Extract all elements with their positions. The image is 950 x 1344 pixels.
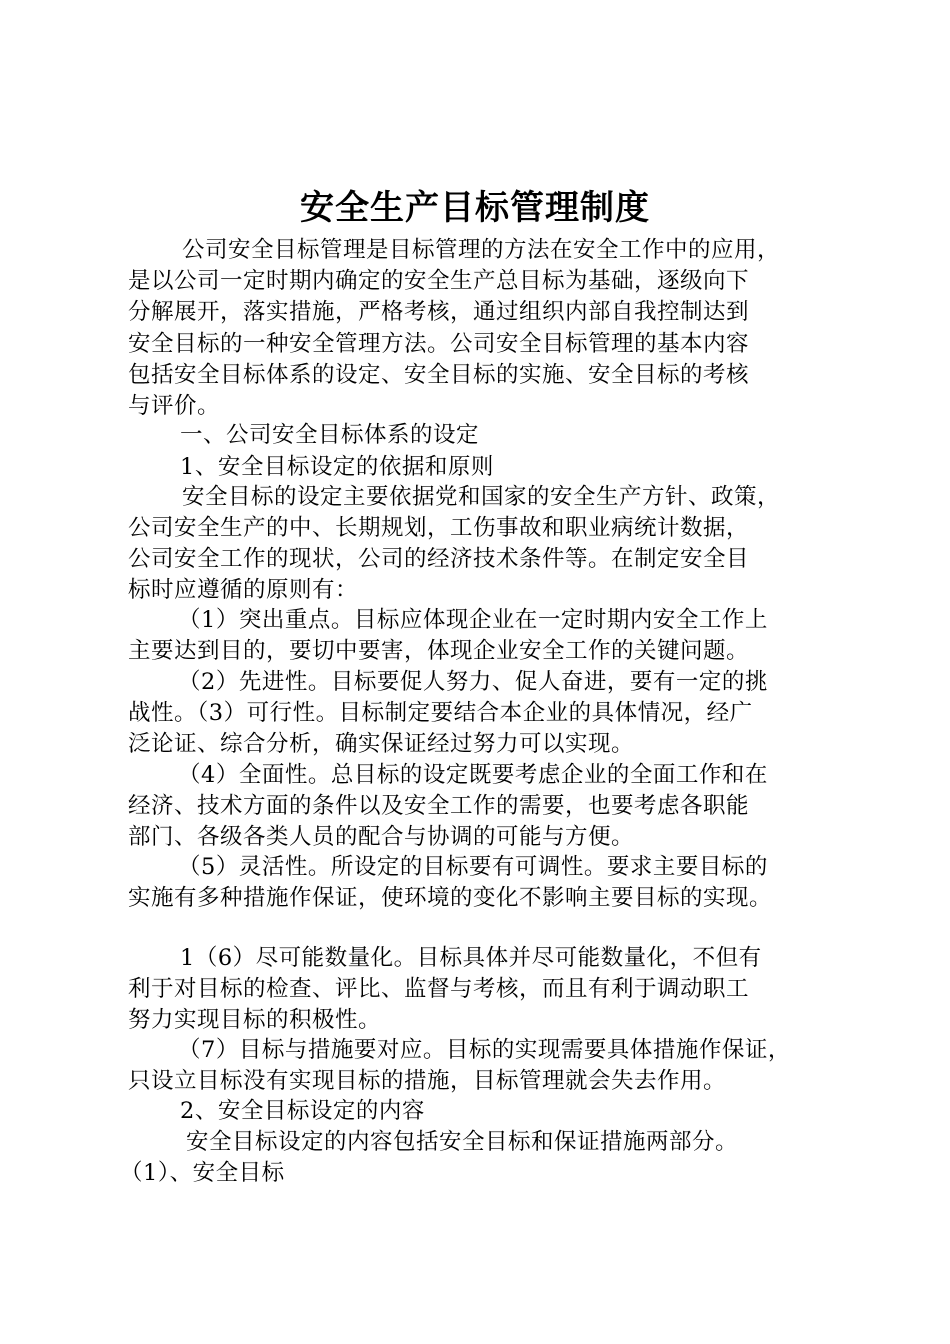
paragraph-line: 1（6）尽可能数量化。目标具体并尽可能数量化，不但有: [180, 945, 762, 971]
paragraph-line: 安全目标设定的内容包括安全目标和保证措施两部分。: [186, 1129, 739, 1155]
paragraph-line: 泛论证、综合分析，确实保证经过努力可以实现。: [128, 731, 635, 757]
paragraph-line: 标时应遵循的原则有：: [128, 577, 359, 603]
paragraph-line: 包括安全目标体系的设定、安全目标的实施、安全目标的考核: [128, 362, 750, 388]
paragraph-line: （5）灵活性。所设定的目标要有可调性。要求主要目标的: [178, 854, 768, 880]
paragraph-line: 安全目标的设定主要依据党和国家的安全生产方针、政策，: [182, 484, 781, 510]
paragraph-line: （4）全面性。总目标的设定既要考虑企业的全面工作和在: [178, 762, 768, 788]
paragraph-line: 分解展开，落实措施，严格考核，通过组织内部自我控制达到: [128, 299, 750, 325]
paragraph-line: 利于对目标的检查、评比、监督与考核，而且有利于调动职工: [128, 976, 750, 1002]
paragraph-line: （7）目标与措施要对应。目标的实现需要具体措施作保证，: [178, 1037, 791, 1063]
paragraph-line: 经济、技术方面的条件以及安全工作的需要，也要考虑各职能: [128, 793, 750, 819]
paragraph-line: （2）先进性。目标要促人努力、促人奋进，要有一定的挑: [178, 669, 768, 695]
paragraph-line: 公司安全工作的现状，公司的经济技术条件等。在制定安全目: [128, 546, 750, 572]
paragraph-line: 部门、各级各类人员的配合与协调的可能与方便。: [128, 824, 635, 850]
paragraph-line: 是以公司一定时期内确定的安全生产总目标为基础，逐级向下: [128, 268, 750, 294]
paragraph-line: 战性。（3）可行性。目标制定要结合本企业的具体情况，经广: [128, 700, 753, 726]
paragraph-line: 安全目标的一种安全管理方法。公司安全目标管理的基本内容: [128, 331, 750, 357]
paragraph-line: 公司安全生产的中、长期规划，工伤事故和职业病统计数据，: [128, 515, 750, 541]
document-title: 安全生产目标管理制度: [300, 188, 650, 228]
paragraph-line: 努力实现目标的积极性。: [128, 1007, 382, 1033]
subsection-heading: 2、安全目标设定的内容: [180, 1098, 425, 1124]
paragraph-line: 与评价。: [128, 393, 221, 419]
paragraph-line: 主要达到目的，要切中要害，体现企业安全工作的关键问题。: [128, 638, 750, 664]
paragraph-line: 实施有多种措施作保证，使环境的变化不影响主要目标的实现。: [128, 885, 773, 911]
subsection-heading: 1、安全目标设定的依据和原则: [180, 454, 494, 480]
subsection-heading: （1）、安全目标: [120, 1160, 285, 1186]
paragraph-line: 公司安全目标管理是目标管理的方法在安全工作中的应用，: [182, 237, 781, 263]
paragraph-line: 只设立目标没有实现目标的措施，目标管理就会失去作用。: [128, 1068, 727, 1094]
section-heading: 一、公司安全目标体系的设定: [180, 422, 480, 448]
paragraph-line: （1）突出重点。目标应体现企业在一定时期内安全工作上: [178, 607, 768, 633]
